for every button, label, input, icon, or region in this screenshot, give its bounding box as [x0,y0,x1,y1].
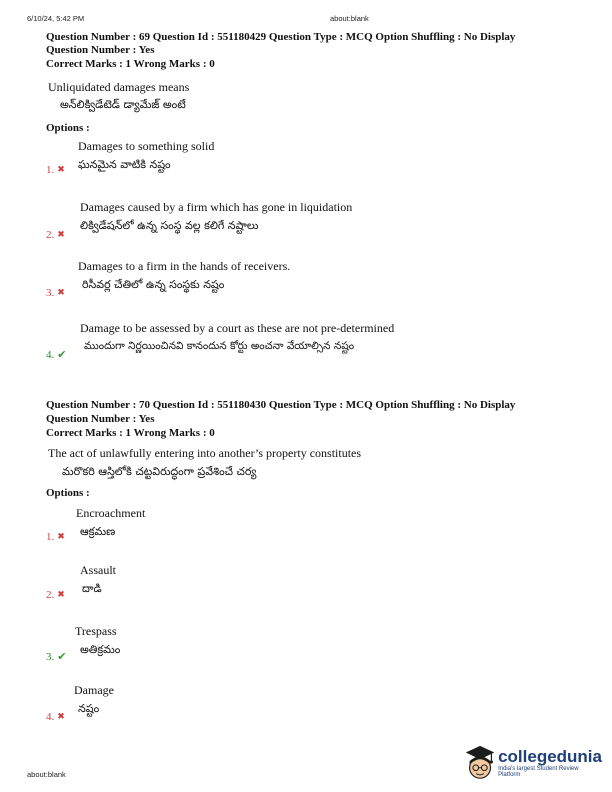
question-marks: Correct Marks : 1 Wrong Marks : 0 [46,58,215,70]
option-text-english: Damages to something solid [78,139,215,153]
question-meta: Question Number : 70 Question Id : 551180430 Question Type : MCQ Option Shuffling : No Display [46,399,516,411]
question-text-english: The act of unlawfully entering into another’s property constitutes [48,446,362,460]
option-text-telugu: ఆక్రమణ [80,525,116,538]
question-text-telugu: అన్‌లిక్విడేటెడ్ డ్యామేజ్ అంటే [60,98,186,111]
cross-mark-icon: ✖ [57,165,65,175]
cross-mark-icon: ✖ [57,712,65,722]
logo-tagline: India's largest Student Review Platform [498,765,579,778]
print-datetime: 6/10/24, 5:42 PM [27,14,85,23]
check-mark-icon: ✔ [57,650,67,663]
option-text-telugu: లిక్విడేషన్‌లో ఉన్న సంస్థ వల్ల కలిగే నష్టాలు [80,219,259,232]
option-text-english: Assault [80,563,116,577]
option-number-2: 2. ✖ [46,589,65,601]
options-label: Options : [46,122,90,134]
print-url: about:blank [330,14,369,23]
question-meta-display: Question Number : Yes [46,44,155,56]
collegedunia-logo [462,740,602,785]
option-number-1: 1. ✖ [46,164,65,176]
option-text-telugu: దాడి [82,582,102,595]
option-text-telugu: రిసీవర్ల చేతిలో ఉన్న సంస్థకు నష్టం [82,278,225,291]
question-marks: Correct Marks : 1 Wrong Marks : 0 [46,427,215,439]
option-number-4: 4. ✔ [46,348,67,361]
option-text-english: Damage [74,683,114,697]
option-text-english: Damages caused by a firm which has gone in liquidation [80,200,353,214]
cross-mark-icon: ✖ [57,590,65,600]
option-text-english: Damage to be assessed by a court as these are not pre-determined [80,321,395,335]
question-text-english: Unliquidated damages means [48,80,190,94]
question-text-telugu: మరొకరి ఆస్తిలోకి చట్టవిరుద్ధంగా ప్రవేశించే చర్య [62,465,257,478]
options-label: Options : [46,487,90,499]
option-number-4: 4. ✖ [46,711,65,723]
graduate-mascot-icon [462,743,498,783]
logo-wordmark: collegedunia [498,746,602,766]
option-number-3: 3. ✖ [46,287,65,299]
check-mark-icon: ✔ [57,348,67,361]
option-text-telugu: అతిక్రమం [80,643,121,656]
option-number-2: 2. ✖ [46,229,65,241]
option-text-english: Damages to a firm in the hands of receivers. [78,259,291,273]
option-text-english: Trespass [75,624,117,638]
cross-mark-icon: ✖ [57,288,65,298]
footer-url: about:blank [27,770,66,779]
option-text-telugu: ఘనమైన వాటికి నష్టం [78,158,171,171]
question-meta: Question Number : 69 Question Id : 551180429 Question Type : MCQ Option Shuffling : No Display [46,31,516,43]
cross-mark-icon: ✖ [57,532,65,542]
option-number-1: 1. ✖ [46,531,65,543]
option-text-telugu: ముందుగా నిర్ణయించినవి కానందున కోర్టు అంచనా వేయాల్సిన నష్టం [84,340,355,352]
option-text-telugu: నష్టం [78,702,100,715]
option-text-english: Encroachment [76,506,146,520]
cross-mark-icon: ✖ [57,230,65,240]
question-meta-display: Question Number : Yes [46,413,155,425]
option-number-3: 3. ✔ [46,650,67,663]
